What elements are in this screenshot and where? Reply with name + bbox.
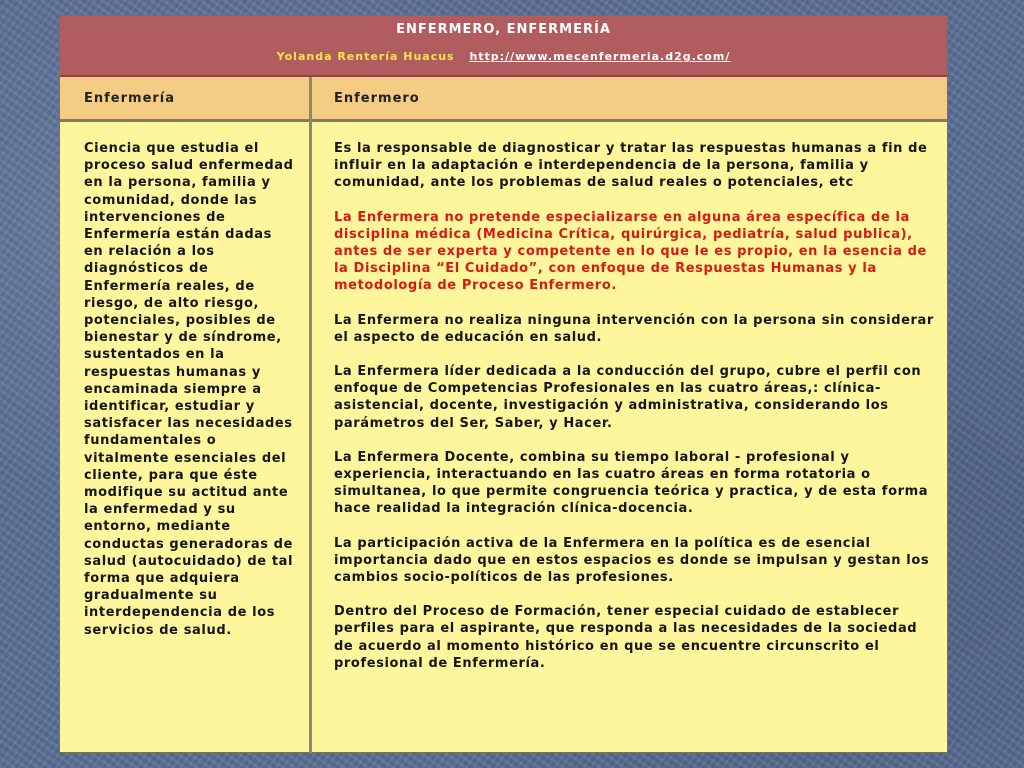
author-name: Yolanda Rentería Huacus: [276, 50, 455, 63]
document-table: [59, 15, 948, 753]
enfermero-paragraph-highlighted: La Enfermera no pretende especializarse en alguna área específica de la disciplina médica (Medicina Crítica, quirúrgica, pediatría, salud publica), antes de ser experta y competente en lo que le es propio, en la esencia de la Disciplina “El Cuidado”, con enfoque de Respuestas Humanas y la metodología de Proceso Enfermero.: [334, 209, 927, 294]
author-line: [60, 50, 947, 63]
enfermero-paragraph: La Enfermera no realiza ninguna intervención con la persona sin considerar el aspecto de educación en salud.: [334, 312, 934, 345]
document-title: ENFERMERO, ENFERMERÍA: [396, 22, 611, 37]
header-banner: [60, 16, 947, 77]
column-divider: [309, 77, 312, 753]
enfermeria-definition: Ciencia que estudia el proceso salud enfermedad en la persona, familia y comunidad, donde las intervenciones de Enfermería están dadas en relación a los diagnósticos de Enfermería reales, de riesgo, de alto riesgo, potenciales, posibles de bienestar y de síndrome, sustentados en la respuestas humanas y encaminada siempre a identificar, estudiar y satisfacer las necesidades fundamentales o vitalmente esenciales del cliente, para que éste modifique su actitud ante la enfermedad y su entorno, mediante conductas generadoras de salud (autocuidado) de tal forma que adquiera gradualmente su interdependencia de los servicios de salud.: [84, 141, 294, 638]
enfermero-paragraph: Dentro del Proceso de Formación, tener especial cuidado de establecer perfiles para el aspirante, que responda a las necesidades de la sociedad de acuerdo al momento histórico en que se encuentre circunscrito el profesional de Enfermería.: [334, 604, 918, 671]
column-header-enfermeria: Enfermería: [84, 91, 176, 106]
enfermero-paragraph: La Enfermera líder dedicada a la conducción del grupo, cubre el perfil con enfoque de Competencias Profesionales en las cuatro áreas,: clínica-asistencial, docente, investigación y administrativa, considerando los parámetros del Ser, Saber, y Hacer.: [334, 364, 922, 431]
column-header-row: [60, 77, 947, 122]
enfermero-paragraph: Es la responsable de diagnosticar y tratar las respuestas humanas a fin de influir en la adaptación e interdependencia de la persona, familia y comunidad, ante los problemas de salud reales o potenciales, etc: [334, 141, 928, 191]
column-header-enfermero: Enfermero: [334, 91, 420, 106]
author-url-link[interactable]: http://www.mecenfermeria.d2g.com/: [469, 50, 731, 63]
enfermero-description: [334, 140, 938, 689]
enfermero-paragraph: La Enfermera Docente, combina su tiempo laboral - profesional y experiencia, interactuando en las cuatro áreas en forma rotatoria o simultanea, lo que permite congruencia teórica y practica, y de esta forma hace realidad la integración clínica-docencia.: [334, 449, 929, 517]
enfermero-paragraph: La participación activa de la Enfermera en la política es de esencial importancia dado que en estos espacios es donde se impulsan y gestan los cambios socio-políticos de las profesiones.: [334, 535, 930, 586]
